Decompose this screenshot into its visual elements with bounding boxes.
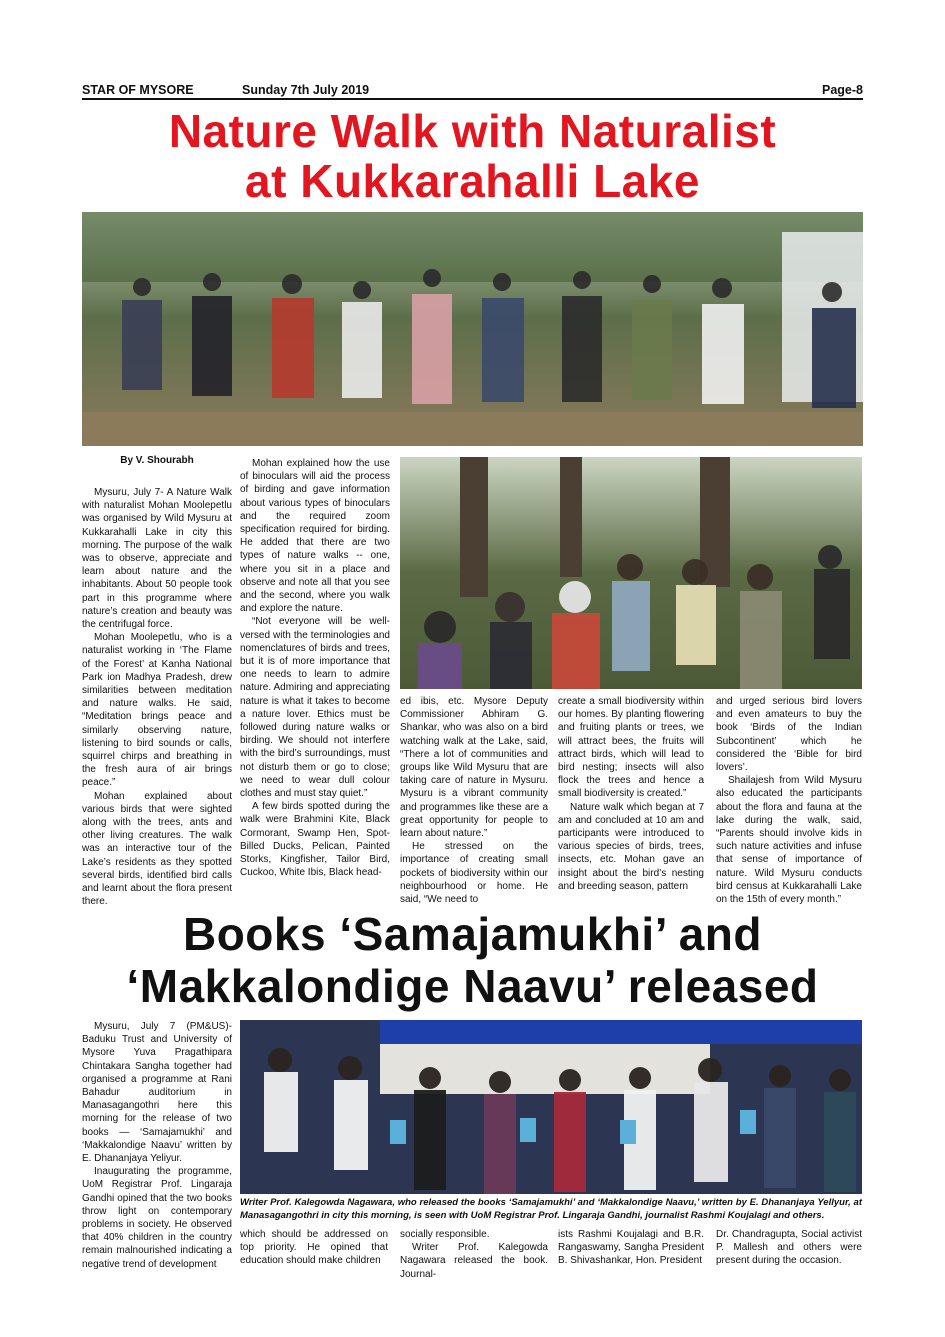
paragraph: “Not everyone will be well-versed with the terminologies and nomenclatures of birds and trees, but it is of more importance that one needs to learn to admire nature. Admiring and appreciating nature is what it takes to become a nature lover. Ethics must be followed during nature walks or birding. We should not interfere with the bird’s surroundings, must not disturb them or go to close; we need to wear dull colour clothes and must stay quiet.”: [240, 616, 390, 800]
paragraph: Dr. Chandragupta, Social activist P. Mallesh and others were present during the occasion.: [716, 1229, 862, 1267]
paragraph: and urged serious bird lovers and even amateurs to buy the book ‘Birds of the Indian Subcontinent’ which he considered the ‘Bible for bird lovers’.: [716, 696, 862, 774]
story1-column-4: [558, 695, 704, 893]
paragraph: Mohan explained about various birds that were sighted along with the trees, ants and other living creatures. The walk was an interactive tour of the Lake’s residents as they spotted several birds, identified bird calls and learnt about the flora present there.: [82, 790, 232, 908]
story1-headline-line1: Nature Walk with Naturalist: [168, 105, 777, 157]
paragraph: socially responsible.: [400, 1229, 490, 1240]
paper-name: STAR OF MYSORE: [82, 83, 194, 97]
book-release-photo: [240, 1020, 862, 1194]
story2-headline-line2: ‘Makkalondige Naavu’ released: [126, 960, 819, 1012]
story2-headline: [82, 908, 863, 1012]
story2-column-1: [82, 1020, 232, 1271]
paragraph: Inaugurating the programme, UoM Registrar Prof. Lingaraja Gandhi opined that the two books throw light on contemporary problems in society. He observed that 40% children in the country remain malnourished indicating a negative trend of development: [82, 1166, 232, 1270]
story1-headline-line2: at Kukkarahalli Lake: [245, 155, 700, 207]
issue-date: Sunday 7th July 2019: [242, 83, 370, 97]
story1-column-5: [716, 695, 862, 906]
walk-photo: [400, 457, 862, 689]
paragraph: Writer Prof. Kalegowda Nagawara released the book. Journal-: [400, 1242, 548, 1280]
paragraph: Nature walk which began at 7 am and concluded at 10 am and participants were introduced to various species of birds, trees, insects, etc. Mohan gave an insight about the bird’s nesting and breeding season, pattern: [558, 801, 704, 892]
group-photo: [82, 212, 863, 446]
paragraph: create a small biodiversity within our homes. By planting flowering and fruiting plants or trees, we will attract bees, the fruits will attract birds, which will lead to bird nesting; insects will also flock the trees and hence a small biodiversity is created.”: [558, 696, 704, 800]
masthead: [82, 82, 863, 100]
paragraph: A few birds spotted during the walk were Brahmini Kite, Black Cormorant, Swamp Hen, Spot-Billed Ducks, Pelican, Painted Storks, Kingfisher, Tailor Bird, Cuckoo, White Ibis, Black head-: [240, 801, 390, 879]
story2-column-5: [716, 1228, 862, 1268]
story1-column-2: [240, 457, 390, 880]
masthead-rule: [82, 98, 863, 100]
story1-headline: [82, 106, 863, 206]
paragraph: which should be addressed on top priority. He opined that education should make children: [240, 1229, 388, 1267]
page-number: Page-8: [822, 83, 863, 97]
story2-headline-line1: Books ‘Samajamukhi’ and: [182, 908, 763, 960]
paragraph: ists Rashmi Koujalagi and B.R. Rangaswamy, Sangha President B. Shivashankar, Hon. President: [558, 1229, 704, 1267]
story2-column-4: [558, 1228, 704, 1268]
story1-column-3: [400, 695, 548, 906]
paragraph: Mohan Moolepetlu, who is a naturalist working in ‘The Flame of the Forest’ at Kanha National Park ion Madhya Pradesh, drew similarities between meditation and nature walks. He said, “Meditation brings peace and similarly observing nature, listening to bird sounds or calls, squirrel chirps and breathing in the fresh aura of air brings peace.”: [82, 632, 232, 789]
story2-column-3: [400, 1228, 548, 1281]
paragraph: Mysuru, July 7- A Nature Walk with naturalist Mohan Moolepetlu was organised by Wild Mysuru at Kukkarahalli Lake in city this morning. The purpose of the walk was to observe, appreciate and learn about nature and the inhabitants. About 50 people took part in this programme where nature’s creation and beauty was the centrifugal force.: [82, 487, 232, 631]
paragraph: Mysuru, July 7 (PM&US)- Baduku Trust and University of Mysore Yuva Pragathipara Chintakara Sangha together had organised a programme at Rani Bahadur auditorium in Manasagangothri here this morning for the release of two books — ‘Samajamukhi’ and ‘Makkalondige Naavu’ written by E. Dhananjaya Yeliyur.: [82, 1021, 232, 1165]
paragraph: Mohan explained how the use of binoculars will aid the process of birding and gave information about various types of binoculars and the required zoom specification required for birding. He added that there are two types of nature walks -- one, where you sit in a place and observe and note all that you see and the second, where you walk and explore the nature.: [240, 458, 390, 615]
paragraph: ed ibis, etc. Mysore Deputy Commissioner Abhiram G. Shankar, who was also on a bird watching walk at the Lake, said, “There a lot of communities and groups like Wild Mysuru that are taking care of nature in Mysuru. Mysuru is a vibrant community and programmes like these are a great opportunity for people to learn about nature.”: [400, 696, 548, 840]
book-release-caption: Writer Prof. Kalegowda Nagawara, who released the books ‘Samajamukhi’ and ‘Makkalondige Naavu,’ written by E. Dhananjaya Yellyur, at Manasagangothri in city this morning, is seen with UoM Registrar Prof. Lingaraja Gandhi, journalist Rashmi Koujalagi and others.: [240, 1197, 862, 1221]
story2-column-2: [240, 1228, 388, 1268]
paragraph: He stressed on the importance of creating small pockets of biodiversity within our neighbourhood or home. He said, “We need to: [400, 841, 548, 906]
story1-byline: By V. Shourabh: [120, 455, 194, 466]
story1-column-1: [82, 486, 232, 909]
paragraph: Shailajesh from Wild Mysuru also educated the participants about the flora and fauna at the lake during the walk, said, “Parents should involve kids in such nature activities and infuse that sense of importance of nature. Wild Mysuru conducts bird census at Kukkarahalli Lake on the 15th of every month.”: [716, 775, 862, 906]
